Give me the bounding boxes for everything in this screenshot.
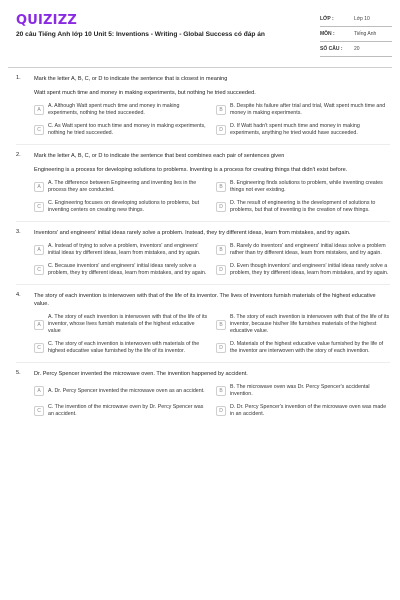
- question-number: 5.: [16, 370, 21, 376]
- option-c[interactable]: [34, 123, 208, 137]
- option-letter: C: [34, 265, 44, 275]
- answer-options: [34, 180, 390, 214]
- question-list: [0, 75, 400, 418]
- option-text: C. As Watt spent too much time and money in making experiments, nothing he tried succeeded.: [48, 123, 206, 136]
- question-1: [16, 75, 390, 145]
- question-prompt: Mark the letter A, B, C, or D to indicate the sentence that best combines each pair of sentences given: [34, 153, 285, 159]
- question-prompt: Dr. Percy Spencer invented the microwave oven. The invention happened by accident.: [34, 371, 248, 377]
- question-prompt: Mark the letter A, B, C, or D to indicate the sentence that is closest in meaning: [34, 76, 228, 82]
- option-c[interactable]: [34, 341, 208, 355]
- option-d[interactable]: [216, 123, 390, 137]
- option-letter: B: [216, 320, 226, 330]
- question-divider: [16, 144, 390, 145]
- question-4: [16, 292, 390, 363]
- option-d[interactable]: [216, 200, 390, 214]
- meta-value: 20: [354, 46, 360, 52]
- question-5: [16, 370, 390, 418]
- question-divider: [16, 221, 390, 222]
- option-b[interactable]: [216, 314, 390, 335]
- meta-row-class: [320, 12, 392, 27]
- option-letter: D: [216, 406, 226, 416]
- option-text: C. The story of each invention is interwoven with materials of the highest educative value furnished by the life of its inventor.: [48, 341, 200, 354]
- meta-value: Tiếng Anh: [354, 31, 377, 37]
- question-sentence: Watt spent much time and money in making experiments, but nothing he tried succeeded.: [34, 90, 256, 96]
- quizizz-logo: QUIZIZZ: [16, 13, 77, 28]
- option-a[interactable]: [34, 180, 208, 194]
- option-c[interactable]: [34, 200, 208, 214]
- option-text: D. Materials of the highest educative value furnished by the life of the inventor are interwoven with the story of each invention.: [230, 341, 384, 354]
- meta-row-count: [320, 42, 392, 57]
- meta-value: Lớp 10: [354, 16, 370, 22]
- question-3: [16, 229, 390, 285]
- question-divider: [16, 284, 390, 285]
- option-letter: C: [34, 406, 44, 416]
- option-letter: C: [34, 125, 44, 135]
- option-text: B. Engineering finds solutions to problem, while inventing creates things not ever existing.: [230, 180, 383, 193]
- option-text: D. Even though inventors' and engineers' initial ideas rarely solve a problem, they try different ideas, learn from mistakes, and try again.: [230, 263, 389, 276]
- meta-label: MÔN :: [320, 31, 335, 37]
- option-letter: A: [34, 182, 44, 192]
- option-text: A. The story of each invention is interwoven with that of the life of its inventor, whose lives furnish materials of the highest educative value: [48, 314, 208, 334]
- option-letter: C: [34, 202, 44, 212]
- option-b[interactable]: [216, 103, 390, 117]
- option-a[interactable]: [34, 243, 208, 257]
- option-letter: B: [216, 105, 226, 115]
- option-letter: B: [216, 182, 226, 192]
- meta-label: LỚP :: [320, 16, 334, 22]
- option-a[interactable]: [34, 384, 208, 398]
- question-number: 2.: [16, 152, 21, 158]
- answer-options: [34, 103, 390, 137]
- option-text: A. Instead of trying to solve a problem, inventors' and engineers' initial ideas try different ideas, learn from mistakes, and try again.: [48, 243, 201, 256]
- option-letter: D: [216, 125, 226, 135]
- option-b[interactable]: [216, 384, 390, 398]
- answer-options: [34, 243, 390, 277]
- option-letter: D: [216, 343, 226, 353]
- question-number: 4.: [16, 292, 21, 298]
- question-divider: [16, 362, 390, 363]
- option-b[interactable]: [216, 243, 390, 257]
- option-letter: C: [34, 343, 44, 353]
- option-b[interactable]: [216, 180, 390, 194]
- worksheet-header: [0, 0, 400, 68]
- option-c[interactable]: [34, 263, 208, 277]
- option-text: A. Although Watt spent much time and money in making experiments, nothing he tried succeeded.: [48, 103, 180, 116]
- option-text: D. If Watt hadn't spent much time and money in making experiments, anything he tried would have succeeded.: [230, 123, 360, 136]
- question-prompt: Inventors' and engineers' initial ideas rarely solve a problem. Instead, they try different ideas, learn from mistakes, and try again.: [34, 230, 351, 236]
- option-text: A. The difference between Engineering and inventing lies in the process they are conducted.: [48, 180, 197, 193]
- question-2: [16, 152, 390, 222]
- option-text: C. The invention of the microwave oven by Dr. Percy Spencer was an accident.: [48, 404, 204, 417]
- option-letter: A: [34, 320, 44, 330]
- page-title: 20 câu Tiếng Anh lớp 10 Unit 5: Inventions - Writing - Global Success có đáp án: [16, 31, 265, 38]
- question-prompt: The story of each invention is interwoven with that of the life of its inventor. The lives of inventors furnish materials of the highest educative value.: [34, 293, 376, 307]
- option-text: B. Despite his failure after trial and trial, Watt spent much time and money in making experiments.: [230, 103, 386, 116]
- option-text: B. The story of each invention is interwoven with that of the life of its inventor, because his/her life furnishes materials of the highest educative value.: [230, 314, 390, 334]
- option-letter: A: [34, 105, 44, 115]
- question-sentence: Engineering is a process for developing solutions to problems. Inventing is a process for creating things that didn't exist before.: [34, 167, 348, 173]
- option-text: C. Engineering focuses on developing solutions to problems, but inventing centers on creating new things.: [48, 200, 200, 213]
- question-number: 1.: [16, 75, 21, 81]
- answer-options: [34, 314, 390, 355]
- option-d[interactable]: [216, 404, 390, 418]
- header-divider: [8, 67, 392, 68]
- option-letter: D: [216, 265, 226, 275]
- meta-row-subject: [320, 27, 392, 42]
- option-text: A. Dr. Percy Spencer invented the microwave oven as an accident.: [48, 387, 205, 394]
- option-d[interactable]: [216, 263, 390, 277]
- option-letter: B: [216, 386, 226, 396]
- answer-options: [34, 384, 390, 418]
- option-c[interactable]: [34, 404, 208, 418]
- option-letter: A: [34, 245, 44, 255]
- option-text: C. Because inventors' and engineers' initial ideas rarely solve a problem, they try different ideas, learn from mistakes, and try again.: [48, 263, 207, 276]
- option-d[interactable]: [216, 341, 390, 355]
- option-text: D. The result of engineering is the development of solutions to problems, but that of inventing is the creation of new things.: [230, 200, 376, 213]
- option-letter: A: [34, 386, 44, 396]
- worksheet-meta: [320, 12, 392, 57]
- option-a[interactable]: [34, 314, 208, 335]
- option-text: D. Dr. Percy Spencer's invention of the microwave oven was made in an accident.: [230, 404, 387, 417]
- meta-label: SỐ CÂU :: [320, 46, 343, 52]
- option-letter: B: [216, 245, 226, 255]
- option-text: B. The microwave oven was Dr. Percy Spencer's accidental invention.: [230, 384, 370, 397]
- option-text: B. Rarely do inventors' and engineers' initial ideas solve a problem rather than try different ideas, learn from mistakes, and try again.: [230, 243, 386, 256]
- option-letter: D: [216, 202, 226, 212]
- option-a[interactable]: [34, 103, 208, 117]
- question-number: 3.: [16, 229, 21, 235]
